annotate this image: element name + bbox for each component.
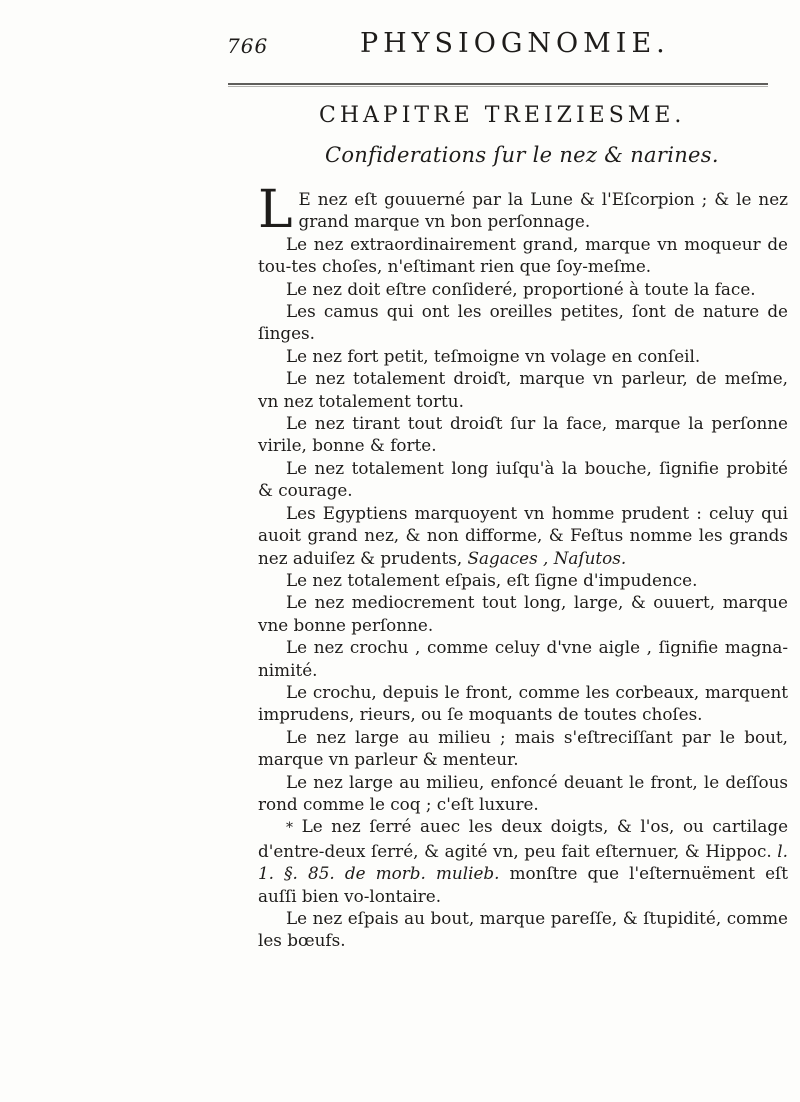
paragraph-text: monſtre que l'eſternuëment eſt auſſi bien vo-lontaire. [258, 863, 788, 906]
chapter-subtitle: Confiderations ſur le nez & narines. [325, 143, 719, 167]
paragraph: Le nez large au milieu, enfoncé deuant le front, le deſſous rond comme le coq ; c'eſt luxure. [258, 771, 788, 814]
page-number: 766 [227, 34, 269, 58]
header-rule [228, 83, 768, 85]
paragraph: Le nez doit eſtre conſideré, proportioné à toute la face. [286, 278, 756, 299]
paragraph [258, 502, 788, 569]
footnote-marker: * [286, 820, 293, 837]
running-title: PHYSIOGNOMIE. [360, 28, 670, 59]
drop-cap: L [258, 180, 293, 240]
latin-term: Sagaces , Naſutos. [467, 547, 627, 568]
paragraph: Le nez tirant tout droiɗt ſur la face, marque la perſonne virile, bonne & forte. [258, 413, 788, 456]
paragraph [258, 815, 788, 907]
chapter-heading: CHAPITRE TREIZIESME. [319, 103, 686, 128]
paragraph: Le nez mediocrement tout long, large, & ouuert, marque vne bonne perſonne. [258, 592, 788, 635]
paragraph: Le nez extraordinairement grand, marque vn moqueur de tou-tes choſes, n'eſtimant rien que ſoy-meſme. [258, 233, 788, 277]
paragraph-text: Le nez ſerré auec les deux doigts, & l'os, ou cartilage d'entre-deux ſerré, & agité vn, peu fait eſternuer, & Hippoc. [258, 816, 788, 861]
header-rule-thin [228, 86, 768, 87]
paragraph-text: Les Egyptiens marquoyent vn homme prudent : celuy qui auoit grand nez, & non difforme, & Feſtus nomme les grands nez aduiſez & prudents, [258, 502, 788, 568]
paragraph: Le nez crochu , comme celuy d'vne aigle , ſignifie magna-nimité. [258, 637, 788, 680]
citation: l. 1. §. 85. de morb. mulieb. [258, 840, 788, 884]
paragraph: Le nez totalement droiɗt, marque vn parleur, de meſme, vn nez totalement tortu. [258, 368, 788, 411]
paragraph: Le nez eſpais au bout, marque pareſſe, & ſtupidité, comme les bœufs. [258, 908, 788, 951]
text-body [258, 180, 788, 952]
paragraph-text: E nez eſt gouuerné par la Lune & l'Eſcorpion ; & le nez grand marque vn bon perſonnage. [298, 189, 788, 232]
paragraph: Le nez large au milieu ; mais s'eſtreciſſant par le bout, marque vn parleur & menteur. [258, 726, 788, 770]
paragraph: Le nez fort petit, teſmoigne vn volage en conſeil. [286, 345, 701, 366]
running-head [0, 10, 800, 70]
paragraph: Le crochu, depuis le front, comme les corbeaux, marquent imprudens, rieurs, ou ſe moquants de toutes choſes. [258, 681, 788, 725]
paragraph: Les camus qui ont les oreilles petites, ſont de nature de ſinges. [258, 301, 788, 344]
paragraph: Le nez totalement eſpais, eſt ſigne d'impudence. [286, 569, 698, 590]
paragraph [258, 180, 788, 240]
paragraph: Le nez totalement long iuſqu'à la bouche, ſignifie probité & courage. [258, 457, 788, 501]
